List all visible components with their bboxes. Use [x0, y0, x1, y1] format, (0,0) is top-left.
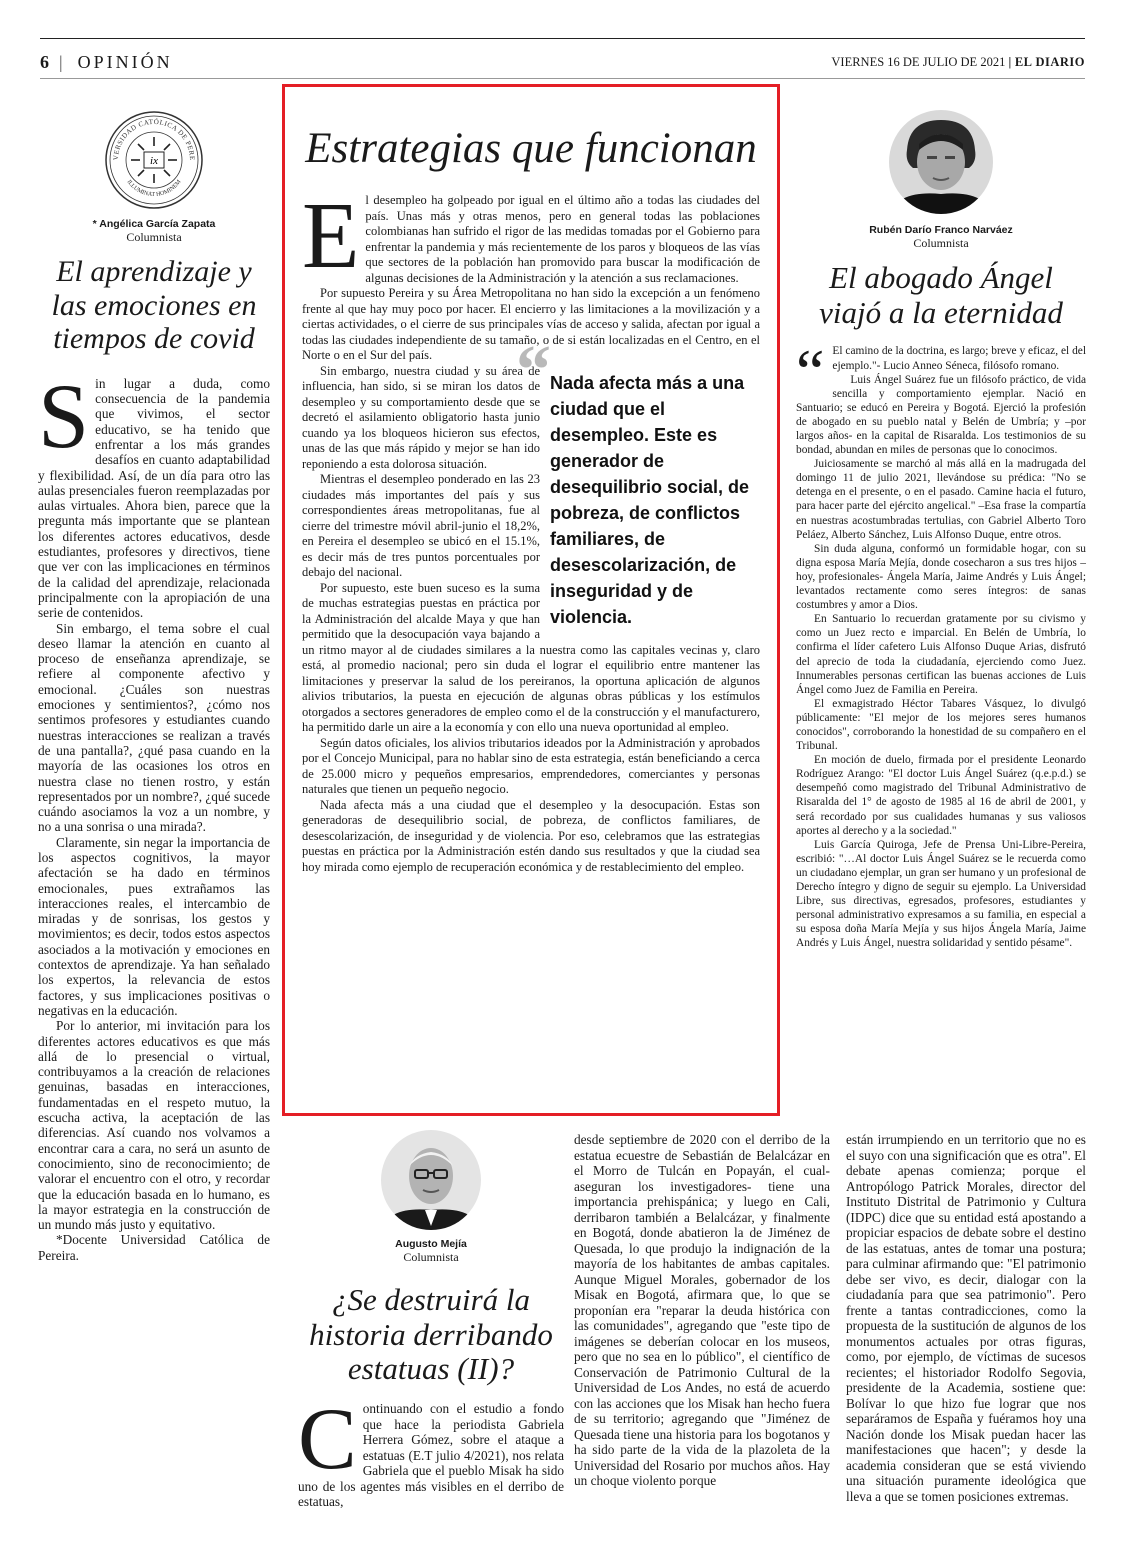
paragraph: in lugar a duda, como consecuencia de la pandemia que vivimos, el sector educativo, se ha tenido que enfrentar a los más grandes desafíos en cuanto adaptabilidad y flexibilidad. Así, de un día para otro las aulas presenciales fueron reemplazadas por aulas virtuales. Ahora bien, parece que la pregunta más importante que se plantean los diferentes actores educativos, desde estudiantes, profesores y directivos, tiene que ver con las implicaciones en términos de la calidad del aprendizaje, relacionada principalmente con la apropiación de una serie de contenidos. — [38, 375, 270, 621]
page-header-left — [40, 52, 173, 73]
author-name: Rubén Darío Franco Narváez — [869, 224, 1013, 236]
paragraph: En moción de duelo, firmada por el presidente Leonardo Rodríguez Arango: "El doctor Luis Ángel Suárez (q.e.p.d.) se desempeñó como magistrado del Tribunal Administrativo de Risaralda del 1° de agosto de 1985 al 16 de abril de 2001, y será recordado por sus cualidades humanas y sus valiosos aportes al derecho y a la sociedad." — [796, 754, 1086, 837]
paragraph: Sin duda alguna, conformó un formidable hogar, con su digna esposa María Mejía, donde cosecharon a sus tres hijos –hoy, profesionales- Ángela María, Jaime Andrés y Luis Ángel; levantados rectamente como seres íntegros: de sanas costumbres y amor a Dios. — [796, 542, 1086, 612]
article-body — [298, 1391, 564, 1510]
pull-quote — [516, 331, 760, 630]
paragraph: desde septiembre de 2020 con el derribo de la estatua ecuestre de Sebastián de Belalcázar en el Morro de Tulcán en Popayán, el cual- aseguran los investigadores- tiene una importancia prehispánica; y luego en Cali, derribaron también a Belalcázar, y finalmente en Bogotá, donde abatieron la de Jiménez de Quesada, lo que produjo la indignación de la mayoría de los habitantes de ambas capitales. Aunque Miguel Morales, gobernador de los Misak en Bogotá, afirmara que, lo que se proponían era "reparar la deuda histórica con las comunidades", agregando que "este tipo de imágenes se deberían colocar en los museos, pero que no sea en lo público", el científico de Conservación de Patrimonio Cultural de la Universidad de Los Andes, no está de acuerdo con las acciones que los Misak han hecho fuera de su territorio; agregando que "Jiménez de Quesada tiene una historia para los bogotanos y ha sido parte de la vida de la plazoleta de la Universidad del Rosario por muchos años. Hay un choque violento porque — [574, 1132, 830, 1488]
editorial-box — [282, 84, 780, 1116]
quote-mark-icon: “ — [796, 336, 825, 408]
pull-quote-text: Nada afecta más a una ciudad que el desempleo. Este es generador de desequilibrio social, de pobreza, de conflictos familiares, de desescolarización, de inseguridad y de violencia. — [550, 372, 750, 627]
paragraph: Luis Ángel Suárez fue un filósofo práctico, de vida sencilla y comportamiento ejemplar. Nació en Santuario; se educó en Pereira y Bogotá. Ejerció la profesión de abogado en su pueblo natal y Belén de Umbría; y –por largos años- en la capital de Risaralda. Los testimonios de su bondad, abundan en miles de personas que lo conocimos. — [796, 373, 1086, 457]
bottom-article-lead — [298, 1130, 564, 1510]
epigraph: El camino de la doctrina, es largo; breve y eficaz, el del ejemplo."- Lucio Anneo Séneca, filósofo romano. — [832, 345, 1086, 372]
paragraph: Luis García Quiroga, Jefe de Prensa Uni-Libre-Pereira, escribió: "…Al doctor Luis Ángel Suárez se le recuerda como un ciudadano ejemplar, un gran ser humano y un profesional de Derecho íntegro y digno de seguir su ejemplo. La Universidad Libre, sus directivas, egresados, profesores, estudiantes y personal administrativo expresamos a su familia, en especial a su esposa doña María Mejía y sus hijos Ángela María, Jaime Andrés y Luis Ángel, nuestra solidaridad y sentido pésame". — [796, 838, 1086, 950]
author-photo-icon — [381, 1130, 481, 1230]
page-number: 6 — [40, 52, 49, 72]
issue-date: VIERNES 16 DE JULIO DE 2021 — [831, 55, 1006, 69]
paragraph: Juiciosamente se marchó al más allá en la madrugada del domingo 11 de julio 2021, llevándose su prédica: "No se detenga en el presente, o en el pasado. Camine hacia el futuro, para hacer parte del ejército angelical." –Esa frase la compartía en nuestras acostumbradas tertulias, con Gabriel Alberto Toro Peláez, Alberto Sánchez, Luis Alfonso Duque, entre otros. — [796, 458, 1086, 541]
paragraph: Mientras el desempleo ponderado en las 23 ciudades más importantes del país y sus correspondientes áreas metropolitanas, fue al cierre del trimestre móvil abril-junio el 18,2%, en Pereira el desempleo se ubicó en el 15.1%, es decir más de tres puntos porcentuales por debajo del nacional. — [302, 472, 540, 579]
author-photo-icon — [889, 110, 993, 214]
byline — [796, 224, 1086, 251]
seal-ring-top-text: VERSIDAD CATÓLICA DE PERE — [111, 117, 197, 161]
drop-cap: E — [302, 184, 360, 288]
article-body — [38, 364, 270, 1263]
drop-cap: S — [38, 364, 90, 467]
paper-separator: | — [1008, 55, 1012, 69]
header-separator: | — [59, 52, 66, 72]
editorial-headline: Estrategias que funcionan — [305, 125, 757, 172]
author-name: Augusto Mejía — [395, 1238, 467, 1250]
paragraph: Sin embargo, el tema sobre el cual deseo llamar la atención en cuanto al proceso de enseñanza aprendizaje, se refiere al componente afectivo y emocional. ¿Cuáles son nuestras emociones y sentimientos?, ¿cómo nos sentimos profesores y estudiantes cuando nuestras interacciones se realizan a través de una pantalla?, ¿qué pasa cuando en la mayoría de las ocasiones los otros en nuestra clase no tienen rostro, y están representados por un nombre?, ¿qué sucede cuándo asociamos la voz a un nombre, y no a una sonrisa o una mirada?. — [38, 620, 270, 835]
article-headline: ¿Se destruirá la historia derribando estatuas (II)? — [309, 1282, 553, 1387]
quote-mark-icon: “ — [516, 331, 551, 409]
section-name: OPINIÓN — [77, 52, 173, 72]
paragraph: Nada afecta más a una ciudad que el desempleo y la desocupación. Estas son generadoras de desequilibrio social, de pobreza, de conflictos familiares, de desescolarización, de inseguridad y de violencia. Por eso, celebramos que las estrategias puestas en práctica por la Administración estén dando sus resultados y que la ciudad sea hoy mirada como ejemplo de recuperación económica y de restablecimiento del empleo. — [302, 797, 760, 874]
paragraph: Por supuesto Pereira y su Área Metropolitana no han sido la excepción a un fenómeno frente al que hay muy poco por hacer. El encierro y las limitaciones a la movilización y a ciertas actividades, o el cierre de sus principales vías de acceso y salida, afectan por igual a todas las ciudades independiente de su tamaño, o de si están localizadas en el Centro, en el Norte o en el Sur del país. — [302, 286, 760, 362]
right-column-article — [796, 110, 1086, 950]
paragraph: Sin embargo, nuestra ciudad y su área de influencia, han sido, si se miran los datos de desempleo y su comportamiento desde que se decretó el asilamiento obligatorio hasta junio cuando ya los bloqueos hicieron sus efectos, unas de las que más rápido y mejor se han ido reponiendo a esta dolorosa situación. — [302, 363, 540, 471]
article-headline: El abogado Ángel viajó a la eternidad — [819, 260, 1063, 330]
paragraph: ontinuando con el estudio a fondo que hace la periodista Gabriela Herrera Gómez, sobre el ataque a estatuas (E.T julio 4/2021), nos relata Gabriela que el pueblo Misak ha sido uno de los agentes más visibles en el derribo de estatuas, — [298, 1401, 564, 1510]
editorial-body — [302, 184, 760, 875]
university-seal-icon — [104, 110, 204, 210]
byline — [38, 218, 270, 245]
paragraph: Por supuesto, este buen suceso es la suma de muchas estrategias puestas en práctica por la Administración del alcalde Maya y que han permitido que la desocupación vaya bajando a un ritmo mayor al de ciudades similares a la nuestra como las capitales vecinas y, claro está, al promedio nacional; pero sin duda el lograr el equilibrio entre mantener las limitaciones y preservar la salud de los pereiranos, la oportuna aplicación de algunos alivios tributarios, la puesta en ejecución de algunas obras públicas y los estímulos otorgados a sectores generadores de empleo como el de la construcción y el manufacturero, ha permitido darle un aire a la economía y con ello una nueva oportunidad al empleo. — [302, 580, 760, 734]
left-column-article — [38, 110, 270, 1263]
top-rule — [40, 38, 1085, 39]
paper-name: EL DIARIO — [1014, 55, 1085, 69]
bottom-article-column-3 — [846, 1132, 1086, 1504]
paragraph: l desempleo ha golpeado por igual en el último año a todas las ciudades del país. Unas más y otras menos, pero en general todas las poblaciones colombianas han sufrido el rigor de las medidas tomadas por el Gobierno para enfrentar la pandemia y más recientemente de los paros y bloqueos de las vías que sectores de la población han promovido para buscar la modificación de algunas decisiones de la Administración y la atención a sus reclamaciones. — [365, 193, 760, 285]
author-role: Columnista — [403, 1250, 459, 1264]
paragraph: El exmagistrado Héctor Tabares Vásquez, lo divulgó públicamente: "El mejor de los mejores seres humanos conocidos", corroborando la honestidad de su compañero en el Tribunal. — [796, 697, 1086, 753]
seal-ring-bottom-text: ILLUMINAT HOMINEM — [125, 179, 183, 199]
author-role: Columnista — [126, 230, 182, 244]
author-role: Columnista — [913, 236, 969, 250]
page-header-right — [831, 55, 1085, 70]
paragraph: están irrumpiendo en un territorio que no es el suyo con una significación que es otra". El debate apenas comienza; porque el Antropólogo Patrick Morales, director del Instituto Distrital de Patrimonio y Cultura (IDPC) dice que su entidad está apostando a propiciar espacios de debate sobre el destino de las estatuas, antes de tomar una postura; para culminar afirmando que: "El patrimonio debe ser vivo, es decir, dialogar con la ciudadanía para que sea patrimonio". Pero frente a tantas contradicciones, como la propuesta de la sustitución de algunos de los monumentos actuales por otras figuras, como, por ejemplo, de víctimas de sucesos recientes; el historiador Rodolfo Segovia, presidente de la Academia, sostiene que: Bolívar lo que hizo fue lograr que nos separáramos de España y fuéramos hoy una Nación donde los Misak puedan hacer las manifestaciones que hacen"; y desde la academia consideran que se está viviendo una situación puramente ideológica que lleva a que se tomen posiciones extremas. — [846, 1132, 1086, 1504]
author-note: *Docente Universidad Católica de Pereira. — [38, 1232, 270, 1263]
seal-center-text: ix — [150, 155, 158, 167]
byline — [298, 1238, 564, 1265]
drop-cap: C — [298, 1391, 357, 1489]
bottom-article-column-2 — [574, 1132, 830, 1489]
paragraph: En Santuario lo recuerdan gratamente por su civismo y como un Juez recto e imparcial. En Belén de Umbría, lo confirma el líder cafetero Luis Alfonso Duque Arias, disfrutó del aprecio de toda la ciudadanía, ejerciendo como Juez. Innumerables personas certifican las buenas acciones de Luis Ángel como Juez de Familia en Pereira. — [796, 613, 1086, 696]
paragraph: Claramente, sin negar la importancia de los aspectos cognitivos, la mayor afectación se ha dado en términos emocionales, pues extrañamos las interacciones reales, el intercambio de miradas y de sonrisas, los gestos y movimientos; es decir, todos estos aspectos asociados a la motivación y emociones en contextos de aprendizaje. Ya han señalado los expertos, la relevancia de estos factores, y sus implicaciones positivas o negativas en la educación. — [38, 834, 270, 1018]
author-name: * Angélica García Zapata — [92, 218, 216, 230]
article-headline: El aprendizaje y las emociones en tiempos de covid — [51, 255, 257, 356]
header-rule — [40, 78, 1085, 79]
article-body — [796, 336, 1086, 950]
paragraph: Por lo anterior, mi invitación para los diferentes actores educativos es que más allá de lo presencial o virtual, contribuyamos a la creación de relaciones genuinas, basadas en interacciones, fundamentadas en el respeto mutuo, la escucha activa, la aceptación de las diferencias. Así cuando nos volvamos a encontrar cara a cara, no será un asunto de conocimiento, sino de reconocimiento; de valorar el encuentro con el otro, y recordar que la educación basada en lo humano, es la mayor estrategia en la construcción de un mundo más justo y equitativo. — [38, 1018, 270, 1233]
paragraph: Según datos oficiales, los alivios tributarios ideados por la Administración y aprobados por el Concejo Municipal, para no hablar sino de esta estrategia, están beneficiando a cerca de 25.000 micro y pequeños empresarios, emprendedores, comerciantes y personas naturales que tienen un pequeño negocio. — [302, 735, 760, 796]
